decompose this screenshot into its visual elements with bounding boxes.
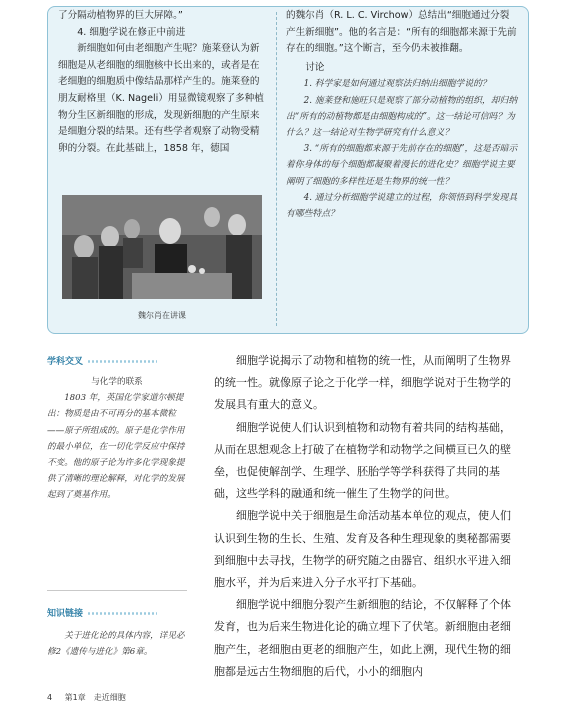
reading-right-column xyxy=(286,8,518,222)
sidebar-tag-label: 知识链接 xyxy=(47,609,84,619)
page-number: 4 xyxy=(47,693,53,702)
left-paragraph: 新细胞如何由老细胞产生呢？施莱登认为新细胞是从老细胞的细胞核中长出来的，或者是在老细胞的细胞质中像结晶那样产生的。施莱登的朋友耐格里（K. Nageli）用显微镜观察了多种植物分生区新细胞的形成，发现新细胞的产生原来是细胞分裂的结果。还有些学者观察了动物受精卵的分裂。在此基础上，1858 年，德国 xyxy=(58,43,264,154)
reading-left-column xyxy=(58,8,268,157)
sidebar-note-chemistry xyxy=(47,374,187,504)
main-paragraph: 细胞学说揭示了动物和植物的统一性，从而阐明了生物界的统一性。就像原子论之于化学一样，细胞学说对于生物学的发展具有重大的意义。 xyxy=(214,354,511,412)
right-paragraph: 的魏尔肖（R. L. C. Virchow）总结出“细胞通过分裂产生新细胞”。他的名言是：“所有的细胞都来源于先前存在的细胞。”这个断言，至今仍未被推翻。 xyxy=(286,10,517,55)
main-paragraph: 细胞学说中细胞分裂产生新细胞的结论，不仅解释了个体发育，也为后来生物进化论的确立埋下了伏笔。新细胞由老细胞产生，老细胞由更老的细胞产生，如此上溯，现代生物的细胞都是远古生物细胞的后代，小小的细胞内 xyxy=(214,598,511,678)
figure-caption: 魏尔肖在讲课 xyxy=(138,311,186,320)
main-paragraph: 细胞学说使人们认识到植物和动物有着共同的结构基础，从而在思想观念上打破了在植物学和动物学之间横亘已久的壁垒，也促使解剖学、生理学、胚胎学等学科获得了共同的基础，这些学科的融通和统一催生了生物学的问世。 xyxy=(214,420,511,501)
sidebar-divider xyxy=(47,590,187,591)
discussion-question: 1. 科学家是如何通过观察法归纳出细胞学说的？ xyxy=(303,79,491,90)
discussion-question: 3. “所有的细胞都来源于先前存在的细胞”，这是否暗示着你身体的每个细胞都凝聚着漫长的进化史？细胞学说主要阐明了细胞的多样性还是生物界的统一性？ xyxy=(286,144,518,187)
main-paragraph: 细胞学说中关于细胞是生命活动基本单位的观点，使人们认识到生物的生长、生殖、发育及各种生理现象的奥秘都需要到细胞中去寻找，生物学的研究随之由器官、组织水平进入细胞水平，并为后来进入分子水平打下基础。 xyxy=(214,509,511,590)
column-divider xyxy=(276,12,277,326)
dotted-rule xyxy=(87,359,157,364)
virchow-lecture-photo xyxy=(62,195,262,299)
dotted-rule xyxy=(87,611,157,616)
sidebar-tag-interdisciplinary xyxy=(47,354,177,368)
page-footer xyxy=(47,692,136,703)
sidebar-note-title: 与化学的联系 xyxy=(91,377,143,387)
discussion-title: 讨论 xyxy=(305,61,325,73)
discussion-question: 4. 通过分析细胞学说建立的过程，你领悟到科学发现具有哪些特点？ xyxy=(286,192,518,219)
sidebar-note-evolution xyxy=(47,628,187,660)
continued-line: 了分隔动植物界的巨大屏障。” xyxy=(58,10,183,21)
discussion-question: 2. 施莱登和施旺只是观察了部分动植物的组织，却归纳出“所有的动植物都是由细胞构成的”。这一结论可信吗？为什么？这一结论对生物学研究有什么意义？ xyxy=(286,95,518,138)
section-heading: 4. 细胞学说在修正中前进 xyxy=(77,26,186,38)
chapter-name: 第1章 走近细胞 xyxy=(64,693,126,702)
sidebar-tag-label: 学科交叉 xyxy=(47,357,84,367)
main-text xyxy=(214,350,516,683)
sidebar-note-text: 关于进化论的具体内容，详见必修2《遗传与进化》第6章。 xyxy=(47,631,185,658)
sidebar-tag-knowledge-link xyxy=(47,606,177,620)
sidebar-note-text: 1803 年，英国化学家道尔顿提出：物质是由不可再分的基本微粒——原子所组成的。原子是化学作用的最小单位，在一切化学反应中保持不变。他的原子论为许多化学现象提供了清晰的理论解释，对化学的发展起到了奠基作用。 xyxy=(47,393,185,501)
